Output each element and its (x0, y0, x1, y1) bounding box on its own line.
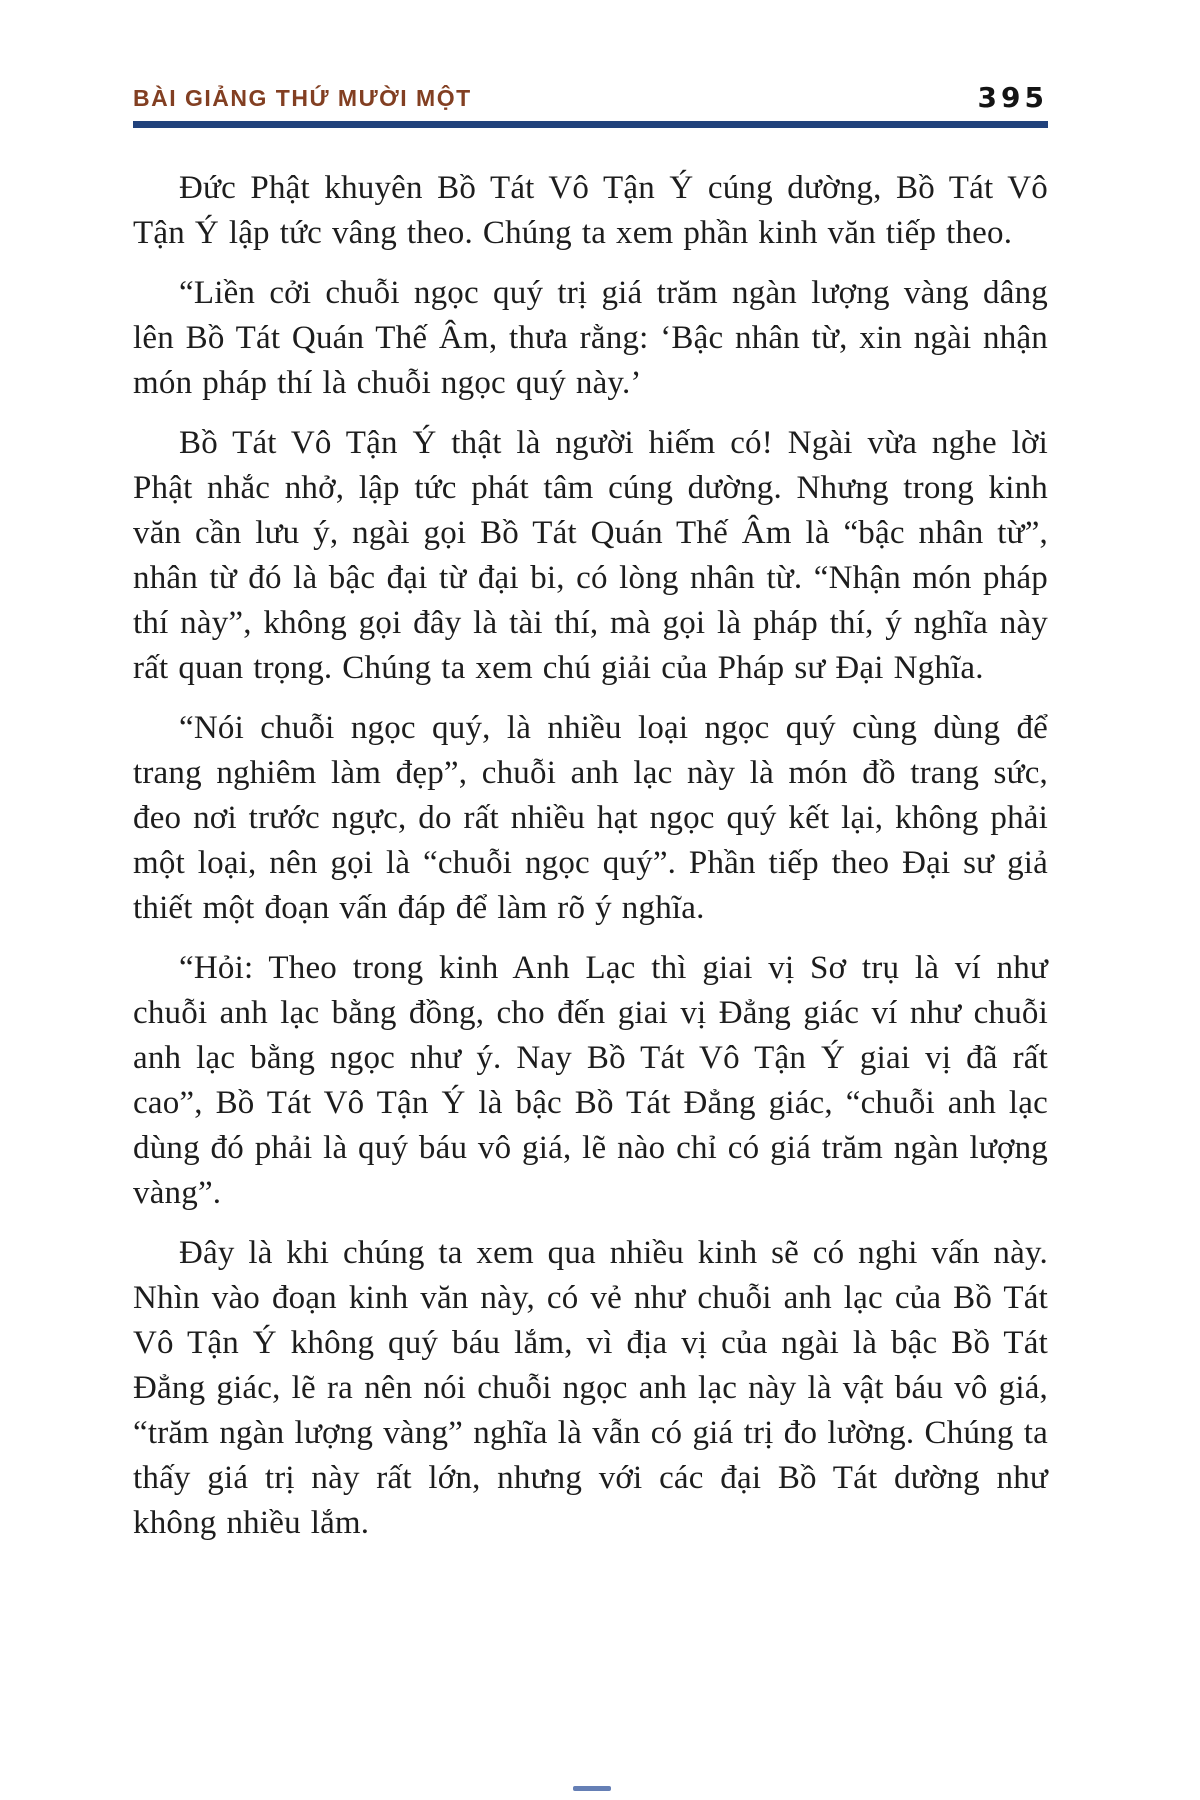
page-header (133, 81, 1048, 128)
page-body (133, 166, 1048, 1546)
running-head-row (133, 81, 1048, 114)
paragraph: Bồ Tát Vô Tận Ý thật là người hiếm có! Ngài vừa nghe lời Phật nhắc nhở, lập tức phát tâm cúng dường. Nhưng trong kinh văn cần lưu ý, ngài gọi Bồ Tát Quán Thế Âm là “bậc nhân từ”, nhân từ đó là bậc đại từ đại bi, có lòng nhân từ. “Nhận món pháp thí này”, không gọi đây là tài thí, mà gọi là pháp thí, ý nghĩa này rất quan trọng. Chúng ta xem chú giải của Pháp sư Đại Nghĩa. (133, 425, 1048, 686)
paragraph: Đức Phật khuyên Bồ Tát Vô Tận Ý cúng dường, Bồ Tát Vô Tận Ý lập tức vâng theo. Chúng ta xem phần kinh văn tiếp theo. (133, 170, 1048, 251)
paragraph: “Hỏi: Theo trong kinh Anh Lạc thì giai vị Sơ trụ là ví như chuỗi anh lạc bằng đồng, cho đến giai vị Đẳng giác ví như chuỗi anh lạc bằng ngọc như ý. Nay Bồ Tát Vô Tận Ý giai vị đã rất cao”, Bồ Tát Vô Tận Ý là bậc Bồ Tát Đẳng giác, “chuỗi anh lạc dùng đó phải là quý báu vô giá, lẽ nào chỉ có giá trăm ngàn lượng vàng”. (133, 950, 1048, 1211)
scan-artifact-mark (573, 1786, 611, 1791)
header-rule (133, 121, 1048, 128)
paragraph: “Nói chuỗi ngọc quý, là nhiều loại ngọc quý cùng dùng để trang nghiêm làm đẹp”, chuỗi anh lạc này là món đồ trang sức, đeo nơi trước ngực, do rất nhiều hạt ngọc quý kết lại, không phải một loại, nên gọi là “chuỗi ngọc quý”. Phần tiếp theo Đại sư giả thiết một đoạn vấn đáp để làm rõ ý nghĩa. (133, 710, 1048, 926)
paragraph: “Liền cởi chuỗi ngọc quý trị giá trăm ngàn lượng vàng dâng lên Bồ Tát Quán Thế Âm, thưa rằng: ‘Bậc nhân từ, xin ngài nhận món pháp thí là chuỗi ngọc quý này.’ (133, 275, 1048, 401)
running-head-title: BÀI GIẢNG THỨ MƯỜI MỘT (133, 85, 472, 111)
page-number: 395 (977, 81, 1048, 114)
paragraph: Đây là khi chúng ta xem qua nhiều kinh sẽ có nghi vấn này. Nhìn vào đoạn kinh văn này, có vẻ như chuỗi anh lạc của Bồ Tát Vô Tận Ý không quý báu lắm, vì địa vị của ngài là bậc Bồ Tát Đẳng giác, lẽ ra nên nói chuỗi ngọc anh lạc này là vật báu vô giá, “trăm ngàn lượng vàng” nghĩa là vẫn có giá trị đo lường. Chúng ta thấy giá trị này rất lớn, nhưng với các đại Bồ Tát dường như không nhiều lắm. (133, 1235, 1048, 1541)
paragraph-container (133, 166, 1048, 1546)
